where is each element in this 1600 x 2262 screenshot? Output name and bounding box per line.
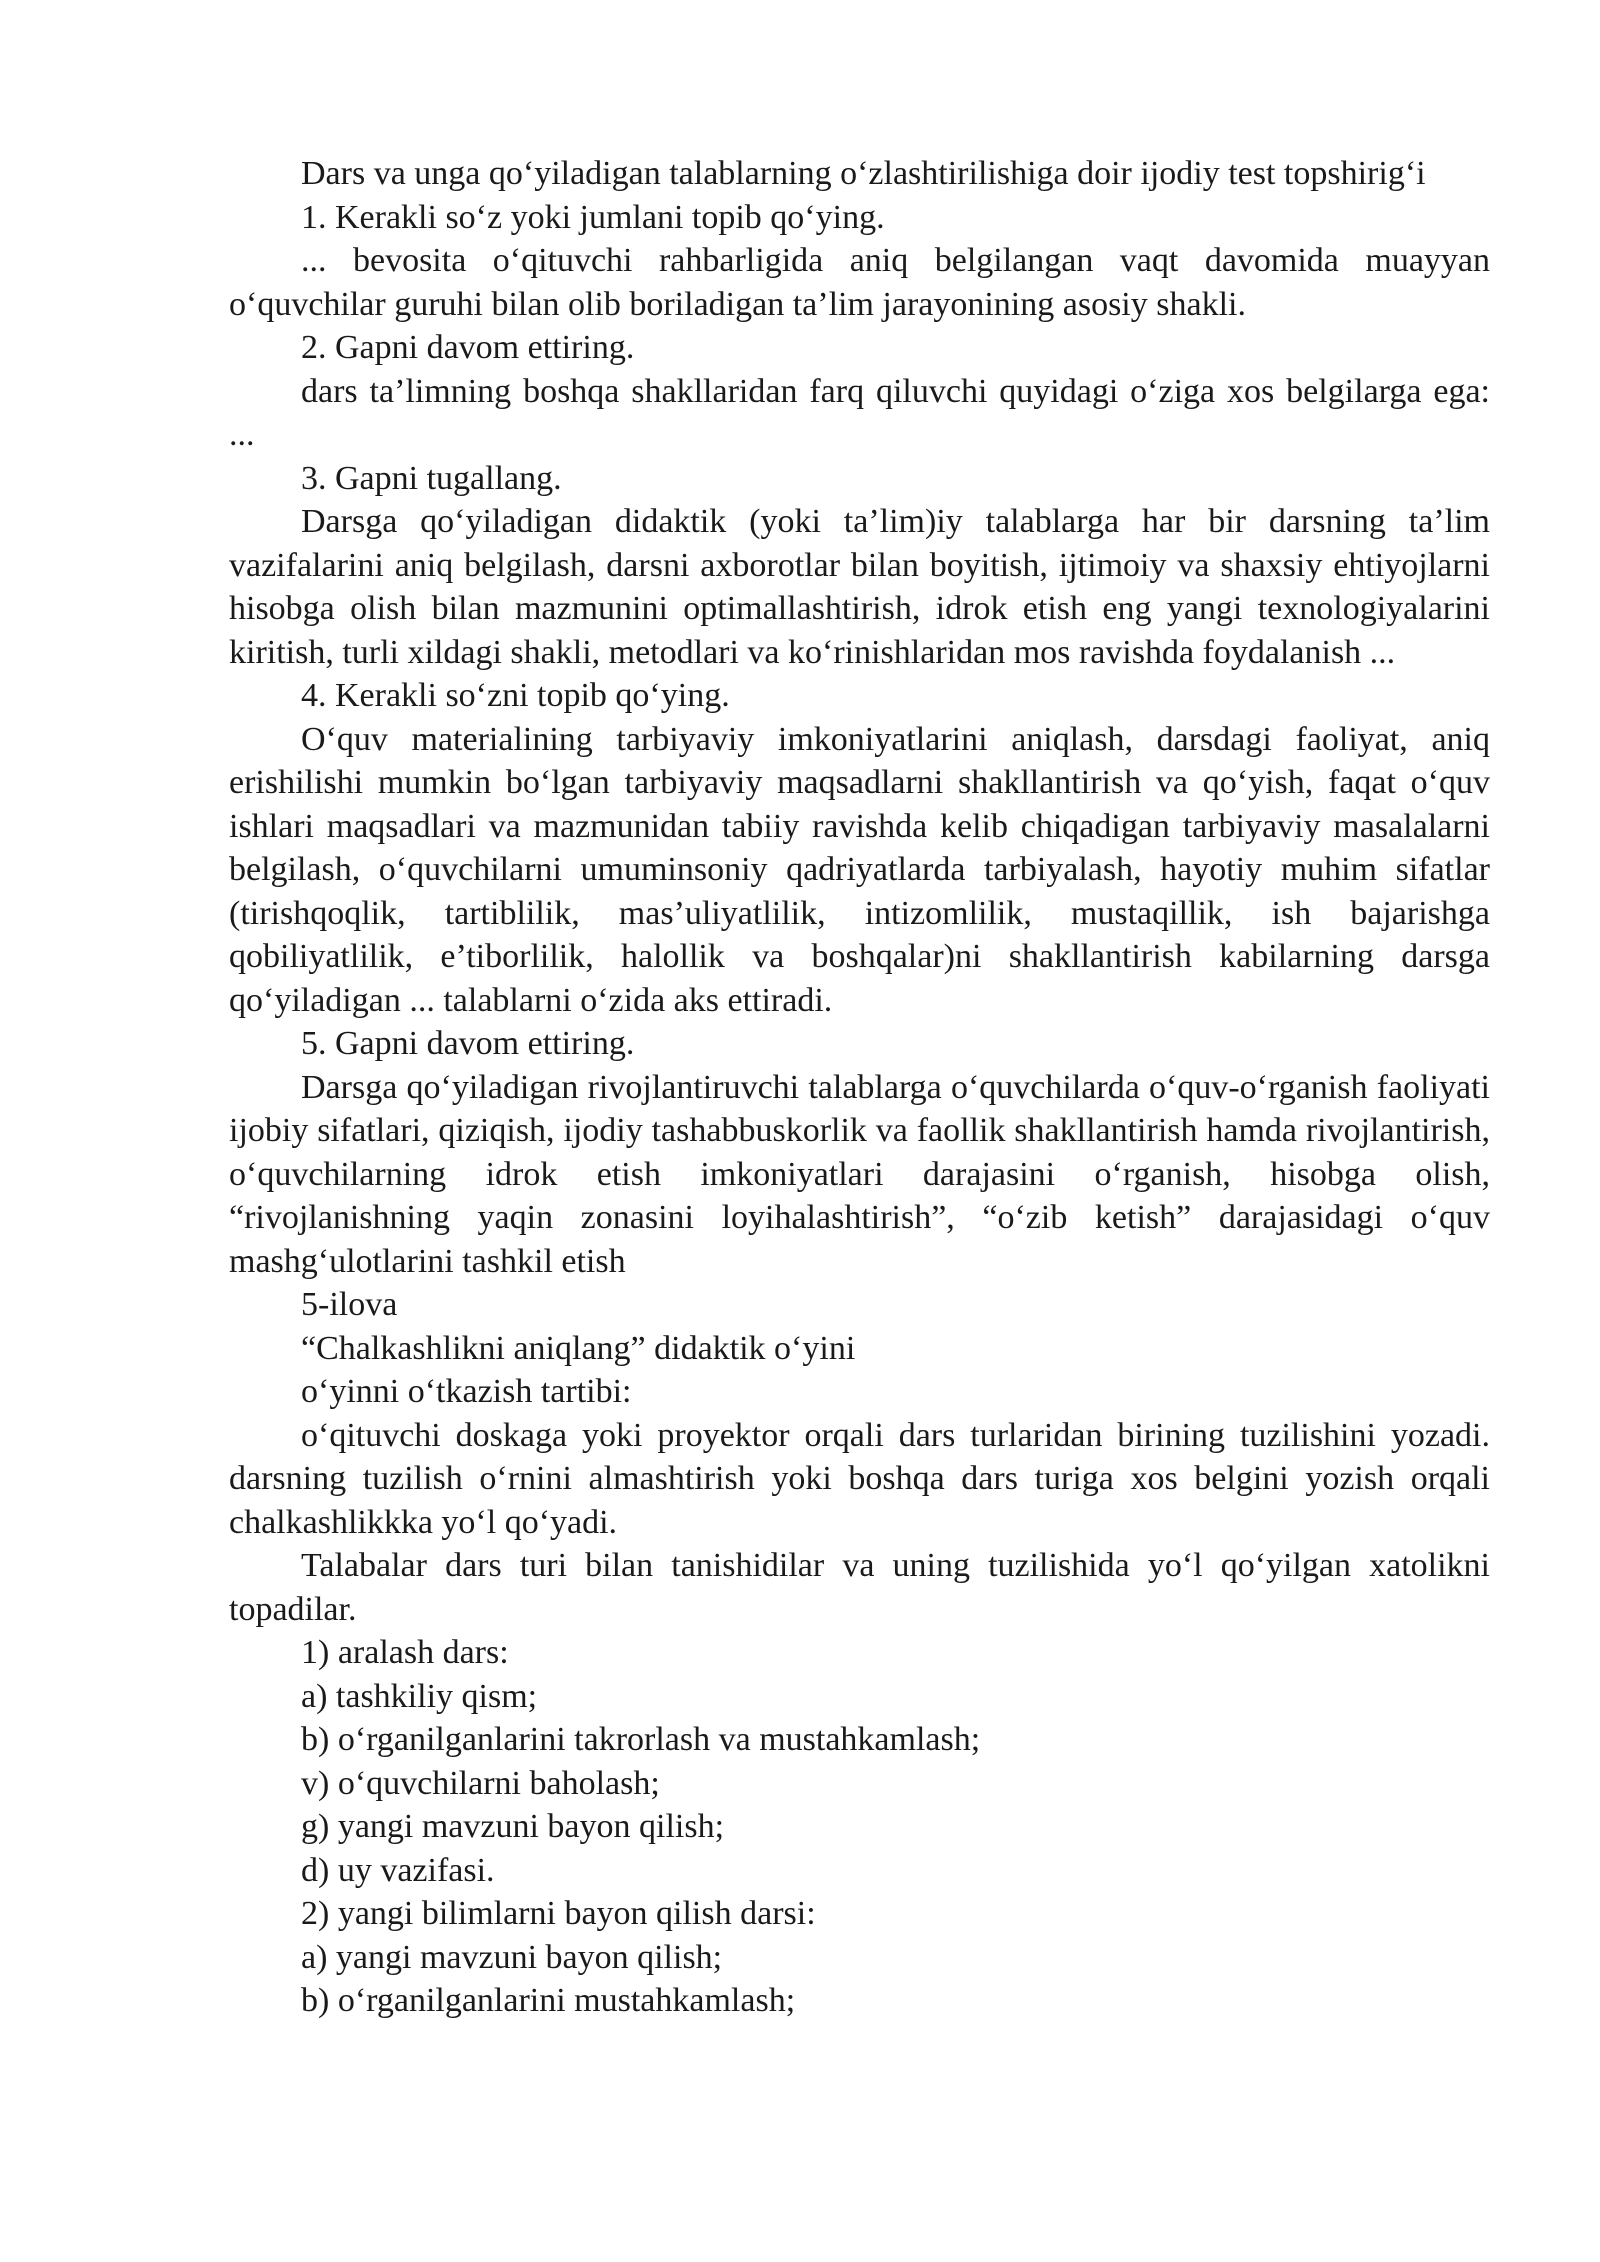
- task-2-heading: 2. Gapni davom ettiring.: [301, 329, 635, 366]
- task-4-heading: 4. Kerakli so‘zni topib qo‘ying.: [301, 677, 730, 714]
- list-heading-mixed-lesson: 1) aralash dars:: [301, 1634, 509, 1671]
- title-paragraph: Dars va unga qo‘yiladigan talablarning o‘zlashtirilishiga doir ijodiy test topshirig‘i: [301, 155, 1426, 192]
- task-4-text: O‘quv materialining tarbiyaviy imkoniyatlarini aniqlash, darsdagi faoliyat, aniq erishilishi mumkin bo‘lgan tarbiyaviy maqsadlarni shakllantirish va qo‘yish, faqat o‘quv ishlari maqsadlari va mazmunidan tabiiy ravishda kelib chiqadigan tarbiyaviy masalalarni belgilash, o‘quvchilarni umuminsoniy qadriyatlarda tarbiyalash, hayotiy muhim sifatlar (tirishqoqlik, tartiblilik, mas’uliyatlilik, intizomlilik, mustaqillik, ish bajarishga qobiliyatlilik, e’tiborlilik, halollik va boshqalar)ni shakllantirish kabilarning darsga qo‘yiladigan ... talablarni o‘zida aks ettiradi.: [229, 720, 1490, 1019]
- task-1-text: ... bevosita o‘qituvchi rahbarligida aniq belgilangan vaqt davomida muayyan o‘quvchilar guruhi bilan olib boriladigan ta’lim jarayonining asosiy shakli.: [229, 242, 1490, 323]
- task-5-text: Darsga qo‘yiladigan rivojlantiruvchi talablarga o‘quvchilarda o‘quv-o‘rganish faoliyati ijobiy sifatlari, qiziqish, ijodiy tashabbuskorlik va faollik shakllantirish hamda rivojlantirish, o‘quvchilarning idrok etish imkoniyatlari darajasini o‘rganish, hisobga olish, “rivojlanishning yaqin zonasini loyihalashtirish”, “o‘zib ketish” darajasidagi o‘quv mashg‘ulotlarini tashkil etish: [229, 1068, 1490, 1280]
- list-item: g) yangi mavzuni bayon qilish;: [301, 1808, 725, 1845]
- game-title: “Chalkashlikni aniqlang” didaktik o‘yini: [301, 1329, 856, 1367]
- game-procedure-text: o‘qituvchi doskaga yoki proyektor orqali dars turlaridan birining tuzilishini yozadi. darsning tuzilish o‘rnini almashtirish yoki boshqa dars turiga xos belgini yozish orqali chalkashlikkka yo‘l qo‘yadi.: [229, 1416, 1490, 1541]
- list-item: b) o‘rganilganlarini takrorlash va mustahkamlash;: [301, 1721, 981, 1758]
- task-3-heading: 3. Gapni tugallang.: [301, 459, 562, 497]
- task-3-text: Darsga qo‘yiladigan didaktik (yoki ta’lim)iy talablarga har bir darsning ta’lim vazifalarini aniq belgilash, darsni axborotlar bilan boyitish, ijtimoiy va shaxsiy ehtiyojlarni hisobga olish bilan mazmunini optimallashtirish, idrok etish eng yangi texnologiyalarini kiritish, turli xildagi shakli, metodlari va ko‘rinishlaridan mos ravishda foydalanish ...: [229, 503, 1490, 671]
- task-1-heading: 1. Kerakli so‘z yoki jumlani topib qo‘ying.: [301, 198, 885, 236]
- document-page: [229, 152, 1490, 2023]
- list-item: b) o‘rganilganlarini mustahkamlash;: [301, 1982, 796, 2019]
- list-heading-new-knowledge-lesson: 2) yangi bilimlarni bayon qilish darsi:: [301, 1895, 816, 1932]
- students-instruction: Talabalar dars turi bilan tanishidilar va uning tuzilishida yo‘l qo‘yilgan xatolikni topadilar.: [229, 1547, 1490, 1628]
- game-procedure-heading: o‘yinni o‘tkazish tartibi:: [301, 1373, 632, 1410]
- list-item: a) tashkiliy qism;: [301, 1677, 538, 1715]
- list-item: v) o‘quvchilarni baholash;: [301, 1764, 660, 1802]
- task-2-text: dars ta’limning boshqa shakllaridan farq qiluvchi quyidagi o‘ziga xos belgilarga ega: ...: [229, 372, 1490, 453]
- list-item: a) yangi mavzuni bayon qilish;: [301, 1938, 723, 1976]
- appendix-label: 5-ilova: [301, 1286, 398, 1323]
- list-item: d) uy vazifasi.: [301, 1851, 495, 1889]
- task-5-heading: 5. Gapni davom ettiring.: [301, 1025, 635, 1062]
